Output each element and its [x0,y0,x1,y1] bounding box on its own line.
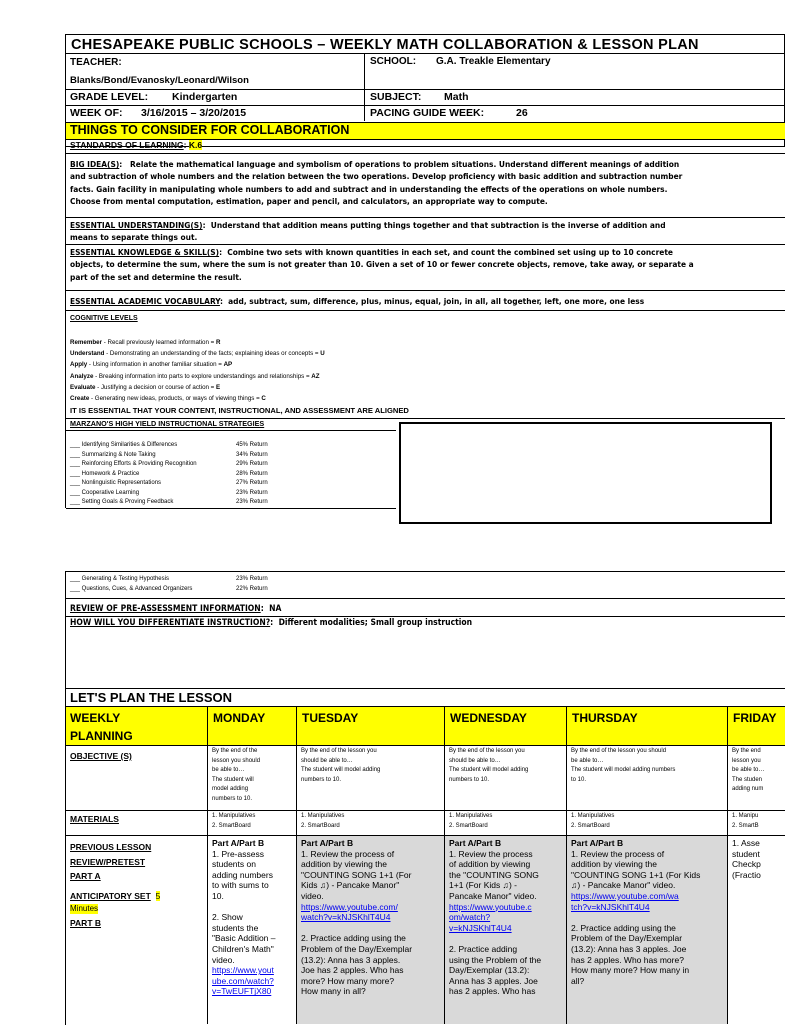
thursday-line: has 2 apples. Who has more? [571,954,684,965]
objective-line: By the end of the [212,748,258,754]
row-rule [66,153,785,154]
ek-line: Combine two sets with known quantities in each set, and count the combined set using up to 10 concrete [227,247,673,257]
marzano-label: MARZANO'S HIGH YIELD INSTRUCTIONAL STRATEGIES [70,419,265,428]
video-link[interactable]: v=TwEUFTjX80 [212,986,272,997]
friday-line: Checkp [732,859,761,870]
thursday-line: (13.2): Anna has 3 apples. Joe [571,943,687,954]
monday-line: to with sums to [212,880,269,891]
consider-left-border [65,138,66,508]
standards-value: K.6 [188,140,203,150]
day-wednesday: WEDNESDAY [450,711,527,725]
strategy-return: 34% Return [236,452,268,458]
video-link[interactable]: https://www.youtube.com/ [301,901,398,912]
monday-line: 1. Pre-assess [212,848,264,859]
thursday-line: addition by viewing the [571,859,658,870]
material-item: 1. Manipu [732,813,759,819]
differentiate-row: HOW WILL YOU DIFFERENTIATE INSTRUCTION?: Different modalities; Small group instruction [70,618,473,628]
eu-line: Understand that addition means putting things together and that subtraction is the inverse of addition and [210,220,666,230]
continuation-left-border [65,571,66,1025]
objective-line: The student will [212,776,254,783]
strategy-return: 28% Return [236,471,268,477]
row-rule [66,430,396,431]
thursday-line: How many more? How many in [571,965,690,976]
tuesday-line: 1. Review the process of [301,848,395,859]
cognitive-level-code: U [320,350,325,358]
strategy-return: 29% Return [236,461,268,467]
strategy-name: ___ Nonlinguistic Representations [70,480,162,486]
materials-label: MATERIALS [70,814,119,824]
ek-label: ESSENTIAL KNOWLEDGE & SKILL(S) [70,247,220,257]
thursday-line: Problem of the Day/Exemplar [571,933,683,944]
document-title: CHESAPEAKE PUBLIC SCHOOLS – WEEKLY MATH COLLABORATION & LESSON PLAN [71,37,699,53]
video-link[interactable]: om/watch? [449,912,491,923]
cognitive-level [70,359,325,370]
wednesday-line: Pancake Manor" video. [449,890,537,901]
objective-tuesday [301,747,380,785]
week-label: WEEK OF: [70,107,123,119]
thursday-line: 1. Review the process of [571,848,665,859]
objective-line: be able to… [732,767,765,774]
cognitive-level-name: Create [70,395,90,403]
cognitive-level-name: Remember [70,339,102,346]
eu-label: ESSENTIAL UNDERSTANDING(S) [70,220,203,230]
cognitive-level-name: Understand [70,350,105,358]
cognitive-level-code: AZ [311,372,320,380]
cognitive-level-code: R [216,339,221,346]
standards-label: STANDARDS OF LEARNING [70,140,184,150]
strategy-return: 45% Return [236,442,268,448]
cognitive-level-desc: - Using information in another familiar situation = [87,361,224,369]
anticipatory-set-label: ANTICIPATORY SET [70,891,151,901]
video-link[interactable]: watch?v=kNJSKhlT4U4 [301,912,391,923]
cognitive-level-desc: - Justifying a decision or course of action = [95,383,216,391]
row-rule [65,105,785,106]
lesson-row-labels [70,840,151,884]
review-pretest-label: REVIEW/PRETEST [70,856,146,867]
monday-head: Part A/Part B [212,838,265,848]
essential-understanding-block: ESSENTIAL UNDERSTANDING(S): Understand that addition means putting things together and that subtraction is the inverse of addition and means to separate things out. [70,220,666,243]
tuesday-line: Joe has 2 apples. Who has [301,965,404,976]
part-b-label: PART B [70,918,102,928]
material-item: 1. Manipulatives [449,813,493,819]
wednesday-line: 1+1 (For Kids ♫) - [449,880,518,891]
week-value: 3/16/2015 – 3/20/2015 [141,107,247,119]
school-label: SCHOOL: [370,56,417,67]
row-rule [66,616,785,617]
strategy-return: 23% Return [236,576,268,582]
objective-line: numbers to 10. [212,795,253,802]
tuesday-head: Part A/Part B [301,838,354,848]
monday-line: students on [212,859,256,870]
objective-line: The student will model adding numbers [571,767,676,774]
cognitive-level-name: Apply [70,361,88,369]
eu-line: means to separate things out. [70,232,198,243]
big-ideas-line: Choose from mental computation, estimation, paper and pencil, and calculators, an appropriate way to compute. [70,195,548,206]
material-item: 2. SmartBoard [301,822,340,829]
monday-lesson [212,838,304,997]
wednesday-line: of addition by viewing [449,859,531,870]
strategy-name: ___ Setting Goals & Proving Feedback [70,499,174,505]
cognitive-levels-label: COGNITIVE LEVELS [70,315,138,322]
strategy-return: 22% Return [236,586,268,592]
day-monday: MONDAY [213,711,266,725]
strategy-name: ___ Reinforcing Efforts & Providing Recognition [70,461,197,467]
day-header-row [66,707,785,745]
wednesday-line: 2. Practice adding [449,943,518,954]
strategy-return: 27% Return [236,480,268,486]
objective-line: lesson you should [212,757,261,764]
tuesday-line: How many in all? [301,986,366,997]
objective-line: lesson you [732,757,761,764]
school-name: G.A. Treakle Elementary [436,56,551,67]
cognitive-level-code: C [261,395,266,403]
thursday-head: Part A/Part B [571,838,624,848]
materials-friday [732,812,759,831]
cognitive-levels-list [70,337,325,404]
subject-label: SUBJECT: [370,91,422,103]
col-divider [727,706,728,1024]
video-link[interactable]: v=kNJSKhlT4U4 [449,922,512,933]
differentiate-label: HOW WILL YOU DIFFERENTIATE INSTRUCTION? [70,618,271,628]
strategy-name: ___ Homework & Practice [70,471,140,477]
strategy-name: ___ Questions, Cues, & Advanced Organizers [70,586,193,592]
big-ideas-line: facts. Gain facility in manipulating whole numbers to add and subtract and in understanding the effects of the operations on whole numbers. [70,183,668,194]
ek-line: part of the set and determine the result. [70,271,242,282]
friday-line: 1. Asse [732,838,760,848]
cognitive-level [70,382,325,393]
big-ideas-label: BIG IDEA(S) [70,159,120,169]
tuesday-line: video. [301,890,324,901]
planning-label: PLANNING [70,729,133,743]
minutes-label: Minutes [70,904,99,913]
row-rule [66,217,785,218]
objective-friday [732,747,764,795]
objective-line: By the end of the lesson you [301,748,377,754]
vocab-value: add, subtract, sum, difference, plus, minus, equal, join, in all, all together, left, one more, one less [228,296,645,306]
cognitive-level [70,337,325,348]
row-rule [66,745,785,746]
thursday-lesson [571,838,726,986]
objective-line: adding num [732,786,764,793]
preassessment-row: REVIEW OF PRE-ASSESSMENT INFORMATION: NA [70,604,282,614]
materials-monday [212,812,255,831]
material-item: 2. SmartBoard [571,822,610,829]
material-item: 2. SmartB [732,822,759,829]
objective-line: By the end of the lesson you should [571,748,667,754]
thursday-line: all? [571,975,585,986]
objective-line: The student will model adding [301,767,381,774]
alignment-note: IT IS ESSENTIAL THAT YOUR CONTENT, INSTRUCTIONAL, AND ASSESSMENT ARE ALIGNED [70,406,409,415]
monday-line: 10. [212,890,224,901]
strategy-return: 23% Return [236,490,268,496]
monday-line: students the [212,922,259,933]
teacher-label: TEACHER: [70,57,122,68]
pacing-value: 26 [516,107,528,119]
thursday-line: 2. Practice adding using the [571,922,676,933]
empty-text-box [399,422,772,524]
tuesday-line: "COUNTING SONG 1+1 (For [301,869,412,880]
tuesday-line: Problem of the Day/Exemplar [301,943,413,954]
row-rule [65,89,785,90]
tuesday-line: (13.2): Anna has 3 apples. [301,954,401,965]
cognitive-level [70,371,325,382]
friday-line: (Fractio [732,869,761,880]
cognitive-level-desc: - Generating new ideas, products, or ways of viewing things = [89,395,262,403]
objective-line: By the end [732,748,761,754]
strategy-name: ___ Cooperative Learning [70,490,140,496]
wednesday-line: the "COUNTING SONG [449,869,539,880]
cognitive-level-code: AP [223,361,233,369]
cognitive-level-desc: - Demonstrating an understanding of the facts; explaining ideas or concepts = [104,350,321,358]
preassess-label: REVIEW OF PRE-ASSESSMENT INFORMATION [70,604,261,614]
material-item: 1. Manipulatives [571,813,615,819]
row-rule [66,598,785,599]
day-tuesday: TUESDAY [302,711,359,725]
thursday-line: ♫) - Pancake Manor" video. [571,880,676,891]
strategy-name: ___ Generating & Testing Hypothesis [70,576,169,582]
row-rule [66,310,785,311]
part-a-label: PART A [70,871,101,881]
cognitive-level [70,348,325,359]
cognitive-level-desc: - Recall previously learned information = [101,339,216,346]
grade-label: GRADE LEVEL: [70,91,149,103]
row-rule [66,508,396,509]
standards-row: STANDARDS OF LEARNING: K.6 [70,140,203,150]
materials-tuesday [301,812,344,831]
video-link[interactable]: https://www.yout [212,965,274,976]
tuesday-line: 2. Practice adding using the [301,933,406,944]
subject-value: Math [444,91,469,103]
strategy-return: 23% Return [236,499,268,505]
header-divider [364,53,365,121]
monday-line: adding numbers [212,869,273,880]
plan-heading: LET'S PLAN THE LESSON [70,690,232,705]
objective-line: should be able to… [449,757,501,764]
objective-line: model adding [212,786,249,793]
wednesday-line: has 2 apples. Who has [449,986,536,997]
anticipatory-minutes: 5 [155,891,161,901]
grade-value: Kindergarten [172,91,238,103]
objective-line: By the end of the lesson you [449,748,525,754]
wednesday-line: Anna has 3 apples. Joe [449,975,538,986]
friday-line: student [732,848,760,859]
pacing-label: PACING GUIDE WEEK: [370,107,485,119]
day-thursday: THURSDAY [572,711,638,725]
essential-knowledge-block: ESSENTIAL KNOWLEDGE & SKILL(S): Combine two sets with known quantities in each set, and count the combined set using up to 10 concrete objects, to determine the sum, where the sum is not greater than 10. Given a set of 10 or fewer concrete objects, remove, take away, or separate a part of the set and determine the result. [70,247,694,282]
cognitive-level-code: E [216,383,221,391]
day-friday: FRIDAY [733,711,777,725]
monday-line: 2. Show [212,912,243,923]
objective-line: to 10. [571,776,587,783]
thursday-line: "COUNTING SONG 1+1 (For Kids [571,869,701,880]
weekly-label: WEEKLY [70,711,121,725]
video-link[interactable]: ube.com/watch? [212,975,274,986]
strategy-name: ___ Identifying Similarities & Differences [70,442,178,448]
big-ideas-line: and subtraction of whole numbers and the relation between the two operations. Develop proficiency with basic addition and subtraction number [70,171,683,182]
tuesday-line: more? How many more? [301,975,395,986]
monday-line: video. [212,954,235,965]
video-link[interactable]: https://www.youtube.c [449,901,532,912]
wednesday-line: 1. Review the process [449,848,533,859]
material-item: 1. Manipulatives [301,813,345,819]
wednesday-line: Day/Exemplar (13.2): [449,965,530,976]
cognitive-level-desc: - Breaking information into parts to explore understandings and relationships = [93,372,312,380]
row-rule [66,810,785,811]
wednesday-lesson [449,838,565,997]
objective-monday [212,747,260,805]
vocabulary-row: ESSENTIAL ACADEMIC VOCABULARY: add, subtract, sum, difference, plus, minus, equal, join, in all, all together, left, one more, one less [70,296,645,306]
cognitive-level [70,393,325,404]
tuesday-line: Kids ♫) - Pancake Manor" [301,880,400,891]
materials-wednesday [449,812,492,831]
tuesday-lesson [301,838,443,997]
objective-line: should be able to… [301,757,353,764]
big-ideas-block: BIG IDEA(S): Relate the mathematical language and symbolism of operations to problem situations. Understand different meanings of addition and subtraction of whole numbers and the relation between the two operations. Develop proficiency with basic addition and subtraction number facts. Gain facility in manipulating whole numbers to add and subtract and in understanding the effects of the operations on whole numbers. Choose from mental computation, estimation, paper and pencil, and calculators, an appropriate way to compute. [70,159,683,206]
material-item: 1. Manipulatives [212,813,256,819]
continuation-top-rule [65,571,785,572]
objective-wednesday [449,747,528,785]
preassess-value: NA [269,604,282,614]
collaboration-heading: THINGS TO CONSIDER FOR COLLABORATION [70,123,350,137]
monday-line: "Basic Addition – [212,933,276,944]
row-rule [66,244,785,245]
objective-line: The student will model adding [449,767,529,774]
objective-label: OBJECTIVE (S) [70,751,132,761]
strategy-name: ___ Summarizing & Note Taking [70,452,156,458]
col-divider [207,706,208,1024]
objective-line: numbers to 10. [449,776,490,783]
wednesday-head: Part A/Part B [449,838,502,848]
anticipatory-set-row [70,891,160,902]
video-link[interactable]: tch?v=kNJSKhlT4U4 [571,901,650,912]
ek-line: objects, to determine the sum, where the sum is not greater than 10. Given a set of 10 or fewer concrete objects, remove, take away, or separate a [70,259,694,270]
differentiate-value: Different modalities; Small group instruction [278,618,473,628]
objective-thursday [571,747,675,785]
objective-line: The studen [732,776,763,783]
video-link[interactable]: https://www.youtube.com/wa [571,890,679,901]
tuesday-line: addition by viewing the [301,859,388,870]
monday-line: Children's Math" [212,943,274,954]
material-item: 2. SmartBoard [212,822,251,829]
material-item: 2. SmartBoard [449,822,488,829]
row-rule [66,290,785,291]
materials-thursday [571,812,614,831]
teacher-names: Blanks/Bond/Evanosky/Leonard/Wilson [70,75,249,86]
objective-line: be able to… [212,767,245,774]
big-ideas-line: Relate the mathematical language and symbolism of operations to problem situations. Understand different meanings of addition [130,159,680,169]
vocab-label: ESSENTIAL ACADEMIC VOCABULARY [70,296,220,306]
cognitive-level-name: Analyze [70,372,94,380]
friday-lesson [732,838,768,880]
objective-line: be able to… [571,757,604,764]
cognitive-level-name: Evaluate [70,383,96,391]
previous-lesson-label: PREVIOUS LESSON [70,842,152,852]
title-rule [65,53,785,54]
objective-line: numbers to 10. [301,776,342,783]
wednesday-line: using the Problem of the [449,954,542,965]
